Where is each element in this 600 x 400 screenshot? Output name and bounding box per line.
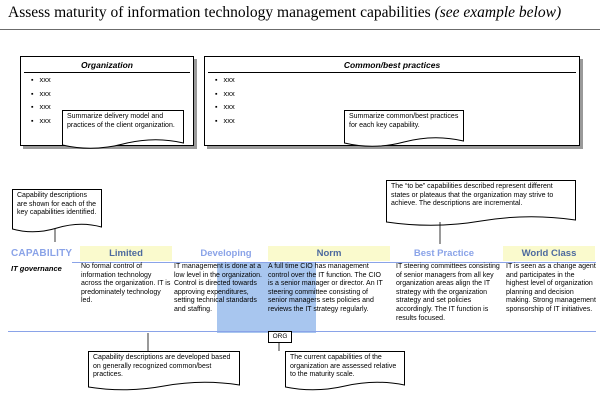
cell-norm: A full time CIO has management control over the IT function. The CIO is a senior manager or director. An IT steering committee consisting of senior managers sets policies and reviews the IT strategy regularly. [268,263,383,313]
organization-note: Summarize delivery model and practices of the client organization. [62,110,184,150]
bullet-item: ▪ xxx [31,114,51,128]
cell-best-practice: IT steering committees consisting of senior managers from all key organization areas align the IT strategy with the organization strategy and set policies accordingly. The IT function is results focused. [396,263,500,322]
capability-callout: Capability descriptions are shown for each of the key capabilities identified. [12,189,102,233]
practices-note: Summarize common/best practices for each key capability. [344,110,464,148]
bullet-item: ▪ xxx [31,100,51,114]
bullet-item: ▪ xxx [31,87,51,101]
capability-label: CAPABILITY [11,248,73,259]
cell-limited: No formal control of information technology across the organization. IT is predominately technology led. [81,263,171,305]
organization-heading: Organization [81,60,133,70]
level-best-practice: Best Practice [413,248,475,259]
level-developing: Developing [200,248,252,259]
level-limited: Limited [80,246,172,261]
bullet-item: ▪ xxx [215,87,235,101]
org-tag: ORG [268,331,292,343]
title-main: Assess maturity of information technology management capabilities [8,4,431,21]
bullet-item: ▪ xxx [31,73,51,87]
bullet-item: ▪ xxx [215,73,235,87]
row-label-it-governance: IT governance [11,264,62,273]
current-callout: The current capabilities of the organization are assessed relative to the maturity scale. [285,351,405,391]
level-norm: Norm [268,246,390,261]
level-world-class: World Class [503,246,595,261]
developed-callout: Capability descriptions are developed based on generally recognized common/best practices. [88,351,240,391]
cell-developing: IT management is done at a low level in the organization. Control is directed towards approving expenditures, setting technical standards and staffing. [174,263,262,313]
practices-heading: Common/best practices [343,60,441,70]
bullet-item: ▪ xxx [215,114,235,128]
bullet-item: ▪ xxx [215,100,235,114]
to-be-callout: The “to be” capabilities described represent different states or plateaus that the organization may strive to achieve. The descriptions are incremental. [386,180,576,226]
title-note: (see example below) [434,4,562,21]
cell-world-class: IT is seen as a change agent and participates in the highest level of organization planning and decision making. Strong management sponsorship of IT initiatives. [506,263,596,313]
